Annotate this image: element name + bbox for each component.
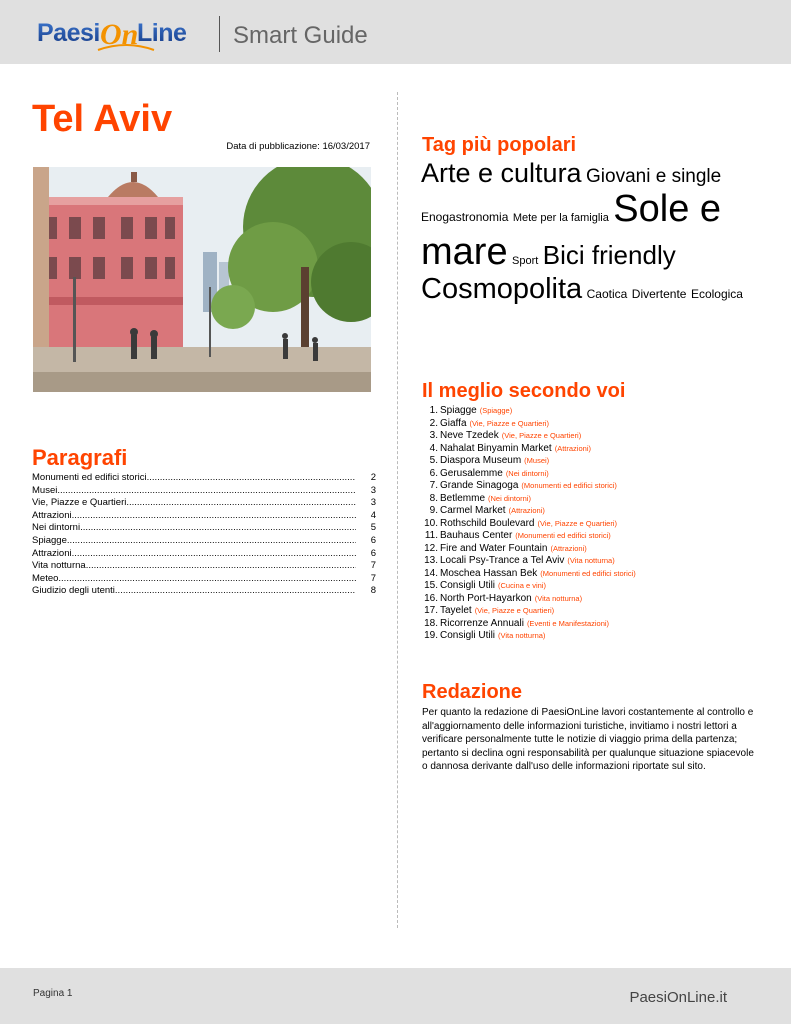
tag-item[interactable]: Arte e cultura (421, 158, 582, 188)
item-category: (Vita notturna) (567, 556, 615, 565)
item-category: (Monumenti ed edifici storici) (521, 481, 617, 490)
toc-page: 3 (370, 484, 376, 496)
toc-page: 6 (370, 547, 376, 559)
toc-page: 3 (370, 497, 376, 509)
toc-page: 2 (370, 472, 376, 483)
item-number: 4. (429, 442, 438, 454)
item-name: Bauhaus Center (440, 530, 513, 541)
item-name: Betlemme (440, 492, 486, 504)
toc-item[interactable] (32, 510, 376, 523)
page-number: Pagina 1 (33, 988, 73, 999)
toc-page: 7 (370, 572, 376, 584)
item-category: (Vie, Piazze e Quartieri) (501, 431, 582, 440)
item-name: Locali Psy-Trance a Tel Aviv (440, 555, 565, 566)
tag-item[interactable]: Divertente (631, 287, 687, 302)
item-category: (Attrazioni) (508, 506, 545, 515)
item-category: (Cucina e vini) (498, 581, 546, 590)
toc-leader (72, 510, 356, 521)
item-number: 19. (424, 630, 438, 641)
item-category: (Nei dintorni) (488, 493, 531, 503)
toc-leader (115, 585, 356, 596)
toc-label: Giudizio degli utenti (32, 585, 115, 597)
item-number: 16. (424, 592, 438, 604)
item-name: Tayelet (440, 605, 472, 616)
toc-item[interactable] (32, 560, 376, 573)
toc-item[interactable] (32, 472, 376, 485)
tel-aviv-street-photo (33, 167, 371, 392)
item-category: (Attrazioni) (550, 543, 587, 553)
list-item[interactable] (422, 630, 774, 643)
item-name: Fire and Water Fountain (440, 542, 548, 554)
item-name: Spiagge (440, 405, 477, 416)
toc-leader (67, 535, 356, 546)
list-item[interactable] (422, 505, 774, 518)
column-divider (397, 92, 398, 928)
best-list (422, 405, 774, 643)
page-title: Tel Aviv (32, 98, 173, 140)
item-number: 11. (424, 530, 438, 541)
item-name: Gerusalemme (440, 467, 503, 479)
item-category: (Vie, Piazze e Quartieri) (537, 518, 617, 528)
tag-item[interactable]: Enogastronomia (421, 210, 509, 225)
paragrafi-heading: Paragrafi (32, 445, 128, 470)
toc-label: Monumenti ed edifici storici (32, 472, 147, 483)
item-number: 13. (424, 555, 438, 566)
list-item[interactable] (422, 455, 774, 468)
toc-leader (58, 573, 356, 584)
list-item[interactable] (422, 430, 774, 443)
tag-item[interactable]: Sport (512, 254, 539, 267)
list-item[interactable] (422, 543, 774, 556)
item-name: Nahalat Binyamin Market (440, 442, 552, 454)
toc-leader (57, 485, 356, 496)
toc-label: Spiagge (32, 534, 67, 546)
toc-label: Attrazioni (32, 509, 72, 521)
list-item[interactable] (422, 418, 774, 431)
tag-item[interactable]: Ecologica (690, 287, 743, 302)
toc-item[interactable] (32, 573, 376, 586)
list-item[interactable] (422, 480, 774, 493)
toc-label: Meteo (32, 572, 59, 584)
item-number: 3. (429, 430, 438, 441)
item-name: Ricorrenze Annuali (440, 617, 524, 629)
svg-text:Line: Line (137, 19, 187, 47)
item-number: 14. (424, 567, 438, 579)
list-item[interactable] (422, 443, 774, 456)
item-name: Neve Tzedek (440, 430, 499, 441)
item-name: Consigli Utili (440, 630, 496, 641)
redazione-text: Per quanto la redazione di PaesiOnLine lavori costantemente al controllo e all'aggiornamento delle informazioni turistiche, invitiamo i nostri lettori a verificare personalmente tutte le notizie di viaggio prima della partenza; pertanto si declina ogni responsabilità per qualunque situazione spiacevole o dannosa derivante dall'uso delle informazioni riportate sul sito. (422, 707, 754, 772)
item-number: 9. (429, 505, 438, 516)
item-number: 2. (429, 417, 438, 429)
toc-item[interactable] (32, 535, 376, 548)
item-category: (Vita notturna) (498, 631, 546, 640)
header-subtitle: Smart Guide (233, 22, 368, 49)
page-header (0, 0, 791, 64)
item-category: (Attrazioni) (554, 443, 591, 453)
list-item[interactable] (422, 593, 774, 606)
item-name: Diaspora Museum (440, 455, 522, 466)
paesionline-logo[interactable] (36, 10, 200, 56)
toc-leader (86, 560, 356, 571)
redazione-heading: Redazione (422, 681, 523, 703)
item-number: 6. (429, 467, 438, 479)
toc-leader (72, 548, 356, 559)
item-number: 8. (429, 492, 438, 504)
toc-label: Musei (32, 484, 58, 496)
tag-item[interactable]: Mete per la famiglia (512, 212, 609, 225)
header-separator (219, 16, 220, 52)
list-item[interactable] (422, 555, 774, 568)
item-category: (Vie, Piazze e Quartieri) (474, 606, 555, 615)
list-item[interactable] (422, 605, 774, 618)
tag-cloud (421, 158, 773, 306)
list-item[interactable] (422, 568, 774, 581)
toc-page: 8 (370, 585, 376, 597)
paragrafi-toc (32, 472, 376, 598)
item-name: Consigli Utili (440, 580, 496, 591)
svg-text:On: On (100, 18, 139, 51)
list-item[interactable] (422, 405, 774, 418)
toc-page: 5 (370, 522, 376, 534)
toc-page: 7 (370, 560, 376, 572)
publication-date: Data di pubblicazione: 16/03/2017 (226, 141, 370, 152)
item-number: 17. (424, 605, 438, 616)
toc-label: Vita notturna (32, 560, 86, 572)
list-item[interactable] (422, 468, 774, 481)
item-category: (Monumenti ed edifici storici) (540, 568, 636, 578)
toc-item[interactable] (32, 522, 376, 535)
toc-leader (147, 472, 356, 483)
list-item[interactable] (422, 518, 774, 531)
item-category: (Nei dintorni) (505, 468, 549, 478)
toc-label: Vie, Piazze e Quartieri (32, 497, 127, 509)
item-number: 10. (424, 517, 438, 529)
footer-site-link[interactable]: PaesiOnLine.it (629, 989, 727, 1006)
best-heading: Il meglio secondo voi (422, 380, 626, 402)
tags-heading: Tag più popolari (422, 134, 577, 156)
toc-page: 6 (370, 534, 376, 546)
item-category: (Eventi e Manifestazioni) (526, 618, 610, 628)
item-category: (Spiagge) (479, 406, 513, 415)
item-category: (Vie, Piazze e Quartieri) (469, 418, 549, 428)
tag-item[interactable]: Sole e mare (421, 188, 722, 273)
item-number: 7. (429, 480, 438, 491)
toc-item[interactable] (32, 585, 376, 598)
toc-item[interactable] (32, 485, 376, 498)
toc-leader (80, 522, 356, 533)
item-number: 5. (429, 455, 438, 466)
toc-item[interactable] (32, 548, 376, 561)
tag-item[interactable]: Cosmopolita (421, 273, 583, 306)
list-item[interactable] (422, 493, 774, 506)
toc-label: Attrazioni (32, 547, 72, 559)
tag-item[interactable]: Bici friendly (542, 239, 676, 270)
toc-label: Nei dintorni (32, 522, 81, 534)
item-number: 1. (429, 405, 438, 416)
item-category: (Musei) (524, 456, 550, 465)
list-item[interactable] (422, 530, 774, 543)
item-name: Carmel Market (440, 505, 506, 516)
item-name: Grande Sinagoga (440, 480, 519, 491)
item-number: 15. (424, 580, 438, 591)
item-number: 18. (424, 617, 438, 629)
item-name: Giaffa (440, 417, 467, 429)
item-category: (Monumenti ed edifici storici) (515, 531, 611, 540)
toc-item[interactable] (32, 497, 376, 510)
svg-text:Paesi: Paesi (37, 19, 100, 47)
tag-item[interactable]: Caotica (586, 287, 628, 302)
tag-item[interactable]: Giovani e single (586, 166, 722, 187)
list-item[interactable] (422, 618, 774, 631)
page-footer (0, 968, 791, 1024)
item-name: North Port-Hayarkon (440, 592, 532, 604)
list-item[interactable] (422, 580, 774, 593)
item-category: (Vita notturna) (534, 593, 583, 603)
item-number: 12. (424, 542, 438, 554)
toc-page: 4 (370, 509, 376, 521)
item-name: Moschea Hassan Bek (440, 567, 538, 579)
toc-leader (126, 497, 356, 508)
item-name: Rothschild Boulevard (440, 517, 535, 529)
